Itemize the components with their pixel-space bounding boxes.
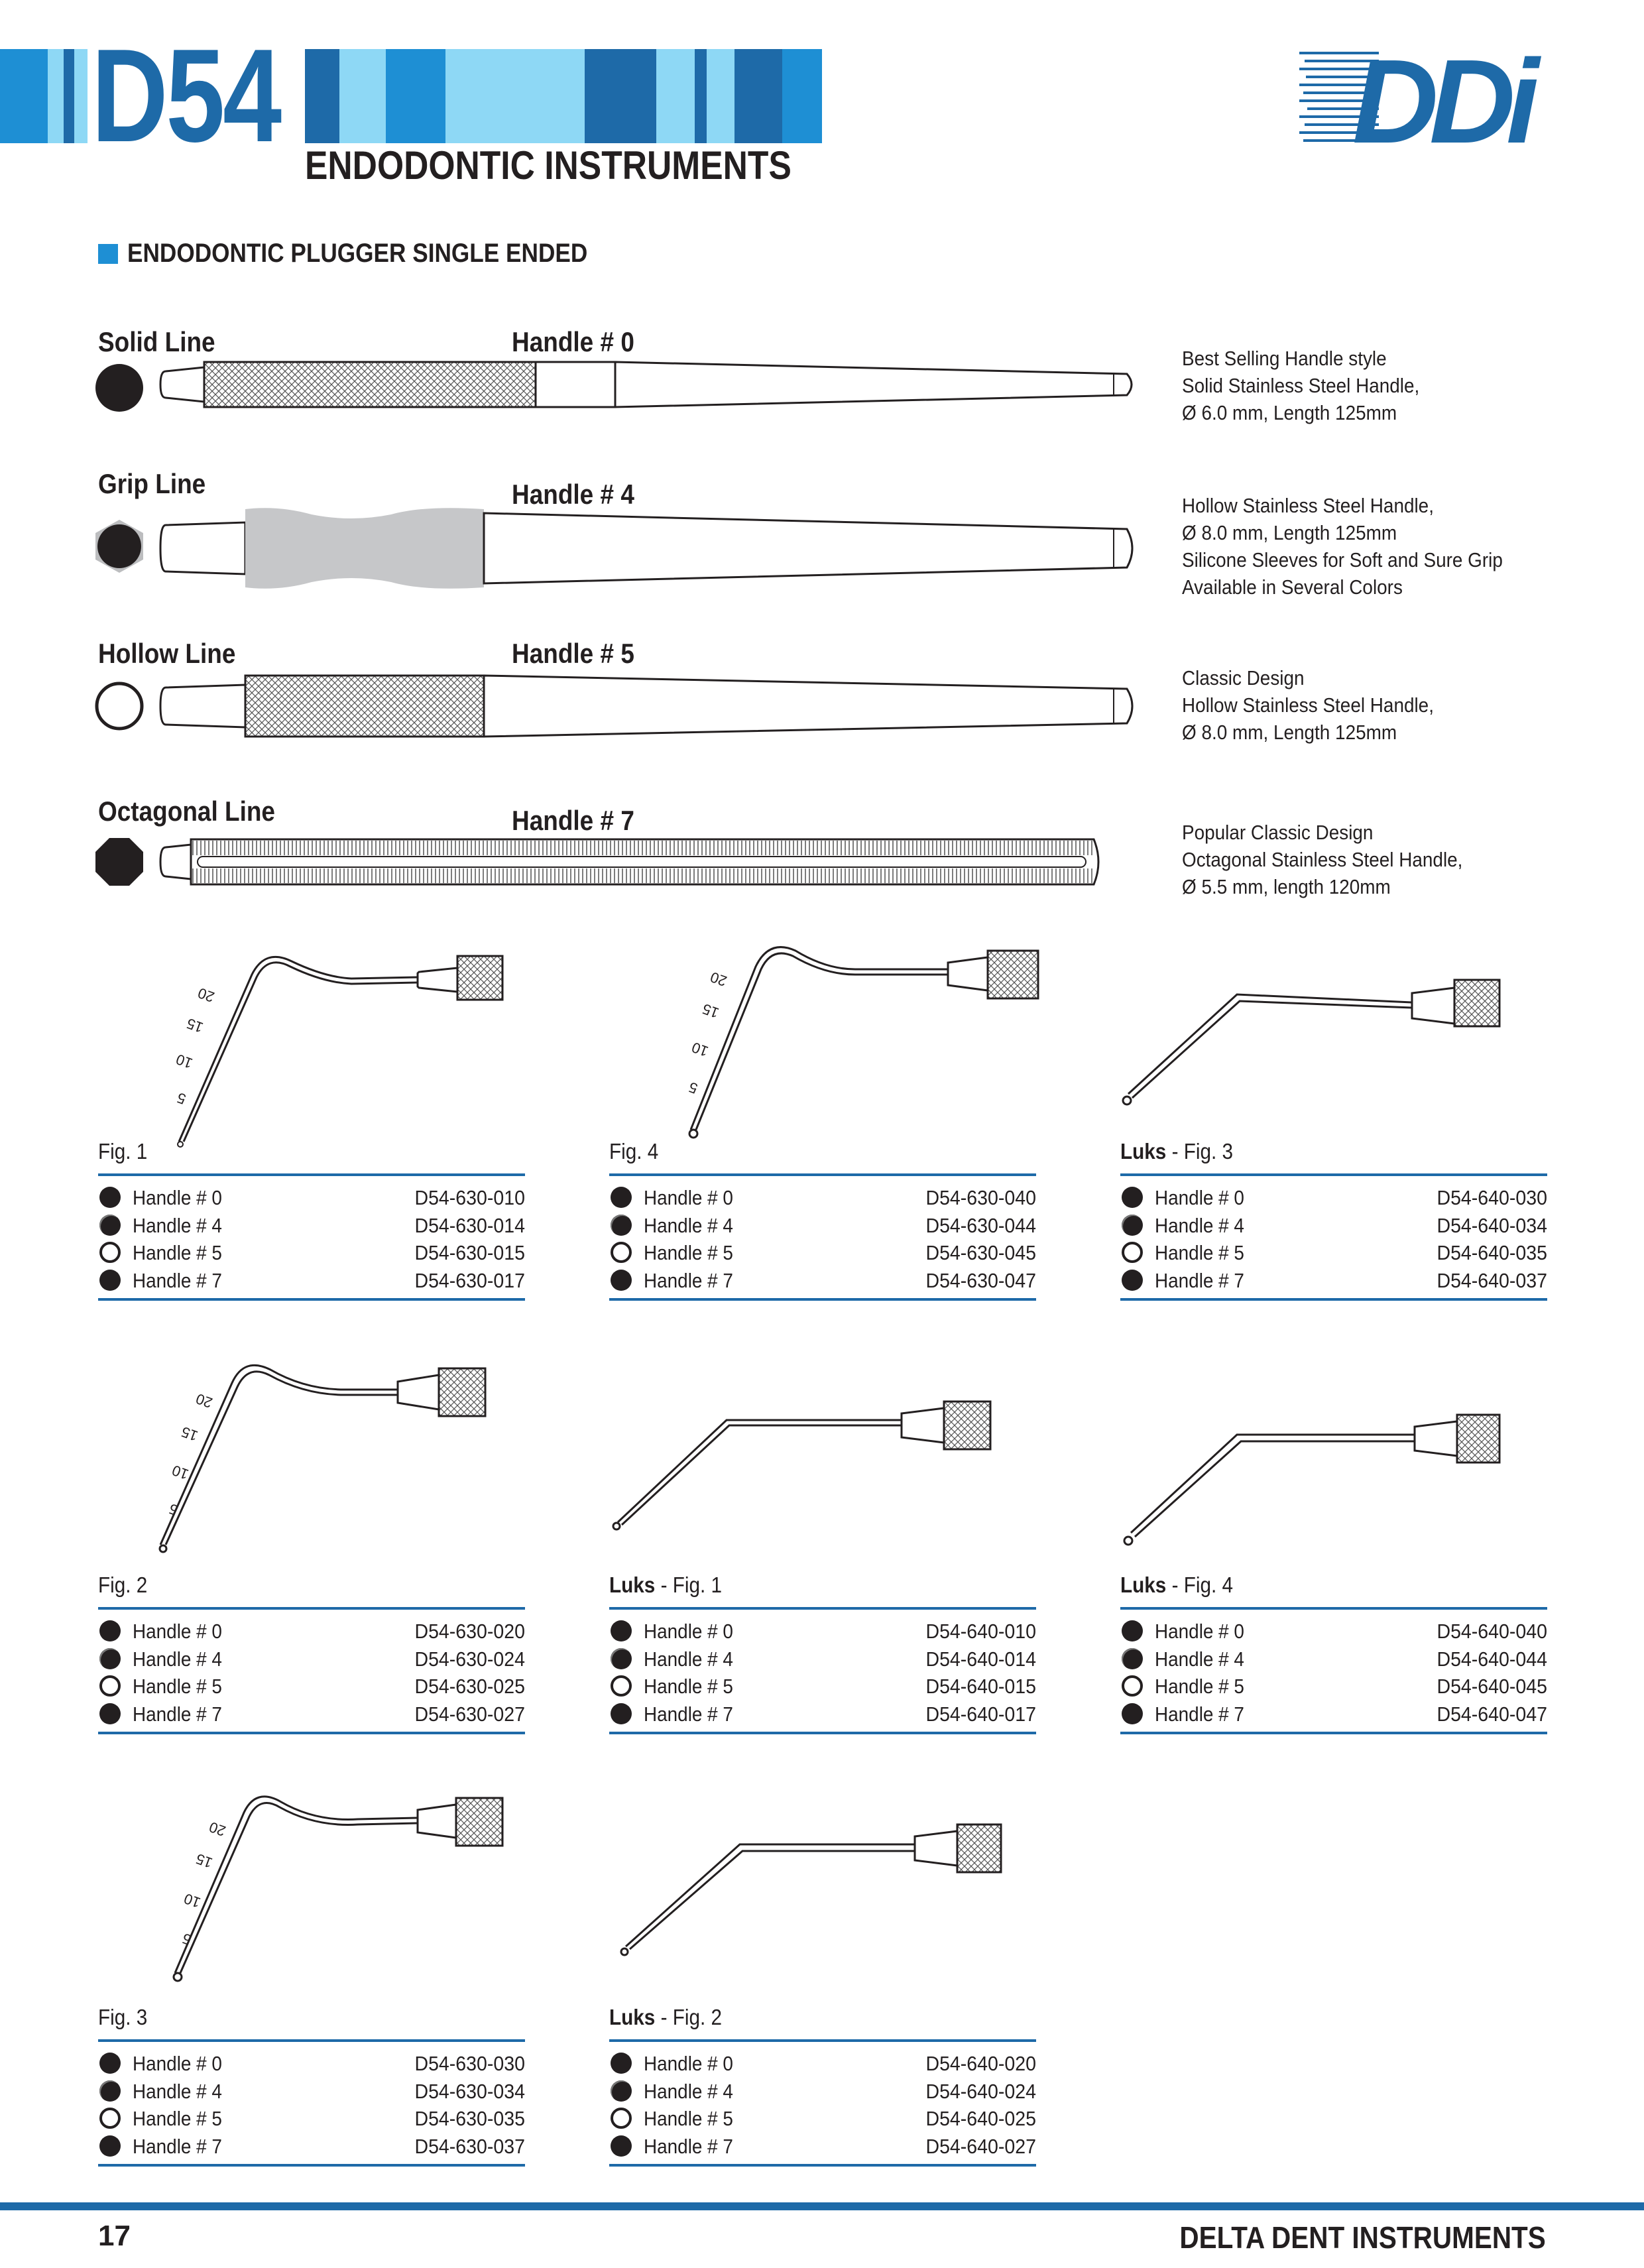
luks-fig-4-instrument-drawing <box>1120 1412 1505 1545</box>
product-code: D54-630-025 <box>414 1675 525 1698</box>
table-row <box>98 2133 525 2160</box>
handle-label: Handle # 7 <box>644 1702 733 1726</box>
table-row <box>98 2050 525 2077</box>
product-code: D54-630-015 <box>414 1241 525 1264</box>
open-circle-icon <box>611 1242 632 1263</box>
fig-3-instrument-drawing <box>166 1790 517 1982</box>
product-code: D54-640-030 <box>1437 1186 1547 1209</box>
product-code: D54-640-037 <box>1437 1268 1547 1292</box>
company-name: DELTA DENT INSTRUMENTS <box>1179 2220 1546 2255</box>
handle-label: Handle # 5 <box>133 2107 222 2130</box>
svg-text:20: 20 <box>194 1390 215 1411</box>
table-row <box>609 2133 1036 2160</box>
product-code: D54-640-017 <box>925 1702 1036 1726</box>
filled-octagon-icon <box>93 835 146 888</box>
table-row <box>609 1184 1036 1211</box>
luks-fig-2-instrument-drawing <box>616 1817 1001 1956</box>
table-row <box>1120 1184 1547 1211</box>
product-code: D54-640-040 <box>1437 1620 1547 1643</box>
table-row <box>1120 1267 1547 1294</box>
product-code: D54-640-034 <box>1437 1213 1547 1237</box>
product-code: D54-630-034 <box>414 2079 525 2103</box>
handle-4-illustration <box>159 505 1140 591</box>
figure-rule-bottom <box>1120 1732 1547 1734</box>
handle-name-5: Handle # 5 <box>512 638 634 669</box>
figure-rule-bottom <box>98 1298 525 1301</box>
product-code: D54-640-025 <box>925 2107 1036 2130</box>
grip-circle-icon <box>611 1215 632 1236</box>
filled-circle-icon <box>99 2135 121 2157</box>
handle-label: Handle # 5 <box>133 1241 222 1264</box>
open-circle-icon <box>1122 1242 1143 1263</box>
table-row <box>98 1618 525 1645</box>
table-row <box>609 1212 1036 1239</box>
handle-label: Handle # 4 <box>133 2079 222 2103</box>
svg-text:15: 15 <box>700 1000 721 1022</box>
figure-label: Luks - Fig. 3 <box>1120 1139 1234 1164</box>
grip-circle-icon <box>611 2080 632 2102</box>
table-row <box>609 2078 1036 2105</box>
handle-label: Handle # 4 <box>1155 1213 1244 1237</box>
figure-rule-top <box>98 1607 525 1610</box>
open-circle-icon <box>1122 1675 1143 1697</box>
handle-label: Handle # 4 <box>644 1647 733 1671</box>
table-row <box>98 1212 525 1239</box>
open-circle-icon <box>99 2108 121 2129</box>
figure-rule-bottom <box>1120 1298 1547 1301</box>
handle-label: Handle # 0 <box>133 1186 222 1209</box>
handle-label: Handle # 4 <box>644 1213 733 1237</box>
svg-text:5: 5 <box>180 1930 194 1948</box>
handle-label: Handle # 0 <box>133 2052 222 2075</box>
table-row <box>1120 1673 1547 1700</box>
grip-circle-icon <box>99 1648 121 1669</box>
grip-circle-icon <box>1122 1215 1143 1236</box>
grip-circle-icon <box>99 2080 121 2102</box>
table-row <box>98 1701 525 1728</box>
figure-rule-top <box>609 2039 1036 2042</box>
filled-circle-icon <box>99 1620 121 1641</box>
svg-text:5: 5 <box>686 1079 700 1097</box>
handle-label: Handle # 5 <box>644 2107 733 2130</box>
filled-circle-icon <box>1122 1187 1143 1208</box>
svg-text:20: 20 <box>708 968 729 990</box>
product-code: D54-630-020 <box>414 1620 525 1643</box>
handle-label: Handle # 5 <box>1155 1241 1244 1264</box>
line-name-grip: Grip Line <box>98 468 206 499</box>
handle-label: Handle # 5 <box>644 1675 733 1698</box>
product-code: D54-640-045 <box>1437 1675 1547 1698</box>
filled-circle-icon <box>611 1703 632 1724</box>
svg-text:15: 15 <box>184 1014 206 1036</box>
product-code: D54-640-044 <box>1437 1647 1547 1671</box>
hexagon-circle-icon <box>91 518 147 574</box>
figure-label: Fig. 3 <box>98 2005 148 2029</box>
figure-rule-bottom <box>609 1732 1036 1734</box>
figure-label: Fig. 4 <box>609 1139 659 1164</box>
filled-circle-icon <box>99 2053 121 2074</box>
fig-2-instrument-drawing <box>152 1359 504 1558</box>
table-row <box>98 2078 525 2105</box>
product-code: D54 <box>91 22 280 170</box>
filled-circle-icon <box>1122 1703 1143 1724</box>
product-code: D54-630-035 <box>414 2107 525 2130</box>
product-code: D54-640-024 <box>925 2079 1036 2103</box>
filled-circle-icon <box>611 1270 632 1291</box>
logo-text: DDi <box>1352 35 1530 168</box>
handle-7-description: Popular Classic Design Octagonal Stainless Steel Handle, Ø 5.5 mm, length 120mm <box>1182 821 1463 898</box>
handle-label: Handle # 0 <box>1155 1186 1244 1209</box>
section-marker-icon <box>98 244 118 264</box>
handle-name-7: Handle # 7 <box>512 805 634 836</box>
handle-label: Handle # 7 <box>1155 1268 1244 1292</box>
table-row <box>609 1645 1036 1673</box>
table-row <box>609 2105 1036 2132</box>
handle-label: Handle # 7 <box>644 2134 733 2158</box>
figure-label: Luks - Fig. 4 <box>1120 1573 1234 1597</box>
handle-label: Handle # 5 <box>1155 1675 1244 1698</box>
handle-0-description: Best Selling Handle style Solid Stainless Steel Handle, Ø 6.0 mm, Length 125mm <box>1182 347 1420 424</box>
product-code: D54-630-045 <box>925 1241 1036 1264</box>
luks-fig-1-instrument-drawing <box>610 1399 994 1531</box>
open-circle-icon <box>99 1675 121 1697</box>
product-code: D54-630-027 <box>414 1702 525 1726</box>
handle-label: Handle # 4 <box>644 2079 733 2103</box>
page-number: 17 <box>98 2220 131 2252</box>
fig-4-instrument-drawing <box>683 943 1054 1142</box>
line-name-solid: Solid Line <box>98 326 215 357</box>
handle-label: Handle # 7 <box>133 1268 222 1292</box>
figure-label: Fig. 1 <box>98 1139 148 1164</box>
filled-circle-icon <box>611 1620 632 1641</box>
handle-label: Handle # 7 <box>133 2134 222 2158</box>
filled-circle-icon <box>611 2135 632 2157</box>
section-title: ENDODONTIC PLUGGER SINGLE ENDED <box>127 239 588 268</box>
handle-label: Handle # 4 <box>133 1647 222 1671</box>
table-row <box>609 1267 1036 1294</box>
table-row <box>98 1239 525 1266</box>
handle-5-illustration <box>159 673 1140 739</box>
grip-circle-icon <box>1122 1648 1143 1669</box>
product-code: D54-640-020 <box>925 2052 1036 2075</box>
svg-text:15: 15 <box>194 1850 215 1872</box>
table-row <box>609 2050 1036 2077</box>
grip-circle-icon <box>99 1215 121 1236</box>
product-code: D54-630-014 <box>414 1213 525 1237</box>
product-code: D54-640-010 <box>925 1620 1036 1643</box>
svg-text:20: 20 <box>207 1818 228 1840</box>
footer-bar <box>0 2202 1644 2210</box>
figure-rule-top <box>98 2039 525 2042</box>
product-code: D54-640-014 <box>925 1647 1036 1671</box>
figure-rule-bottom <box>609 2164 1036 2167</box>
figure-label: Fig. 2 <box>98 1573 148 1597</box>
table-row <box>1120 1645 1547 1673</box>
figure-rule-top <box>609 1173 1036 1176</box>
handle-label: Handle # 5 <box>644 1241 733 1264</box>
svg-text:15: 15 <box>179 1423 200 1445</box>
line-name-hollow: Hollow Line <box>98 638 236 669</box>
handle-4-description: Hollow Stainless Steel Handle, Ø 8.0 mm, Length 125mm Silicone Sleeves for Soft and Sure Grip Available in Several Colors <box>1182 494 1503 599</box>
figure-rule-top <box>1120 1173 1547 1176</box>
product-code: D54-630-047 <box>925 1268 1036 1292</box>
filled-circle-icon <box>93 361 146 414</box>
filled-circle-icon <box>611 1187 632 1208</box>
table-row <box>98 2105 525 2132</box>
product-code: D54-640-035 <box>1437 1241 1547 1264</box>
product-code: D54-630-037 <box>414 2134 525 2158</box>
svg-text:10: 10 <box>174 1050 195 1072</box>
figure-rule-top <box>98 1173 525 1176</box>
product-code: D54-630-040 <box>925 1186 1036 1209</box>
open-circle-icon <box>611 1675 632 1697</box>
handle-label: Handle # 0 <box>644 1186 733 1209</box>
handle-label: Handle # 7 <box>1155 1702 1244 1726</box>
table-row <box>98 1184 525 1211</box>
product-code: D54-640-015 <box>925 1675 1036 1698</box>
figure-label: Luks - Fig. 2 <box>609 2005 723 2029</box>
handle-name-4: Handle # 4 <box>512 479 634 510</box>
handle-name-0: Handle # 0 <box>512 326 634 357</box>
product-code: D54-640-027 <box>925 2134 1036 2158</box>
open-circle-icon <box>93 680 146 733</box>
product-code: D54-640-047 <box>1437 1702 1547 1726</box>
filled-circle-icon <box>99 1703 121 1724</box>
section-heading <box>98 239 650 269</box>
product-code: D54-630-030 <box>414 2052 525 2075</box>
figure-rule-bottom <box>98 1732 525 1734</box>
filled-circle-icon <box>99 1187 121 1208</box>
handle-label: Handle # 0 <box>133 1620 222 1643</box>
product-code: D54-630-010 <box>414 1186 525 1209</box>
grip-circle-icon <box>611 1648 632 1669</box>
luks-fig-3-instrument-drawing <box>1120 975 1505 1107</box>
svg-text:10: 10 <box>689 1038 711 1060</box>
svg-text:5: 5 <box>174 1089 188 1108</box>
handle-label: Handle # 5 <box>133 1675 222 1698</box>
handle-label: Handle # 0 <box>644 1620 733 1643</box>
handle-7-illustration <box>159 837 1114 887</box>
handle-label: Handle # 4 <box>1155 1647 1244 1671</box>
product-code: D54-630-044 <box>925 1213 1036 1237</box>
table-row <box>609 1239 1036 1266</box>
brand-logo <box>1299 35 1551 168</box>
table-row <box>98 1673 525 1700</box>
filled-circle-icon <box>99 1270 121 1291</box>
handle-label: Handle # 4 <box>133 1213 222 1237</box>
figure-rule-bottom <box>98 2164 525 2167</box>
handle-label: Handle # 7 <box>644 1268 733 1292</box>
table-row <box>609 1618 1036 1645</box>
filled-circle-icon <box>611 2053 632 2074</box>
svg-text:10: 10 <box>170 1461 191 1483</box>
open-circle-icon <box>99 1242 121 1263</box>
handle-label: Handle # 0 <box>1155 1620 1244 1643</box>
svg-text:20: 20 <box>196 984 217 1006</box>
table-row <box>1120 1701 1547 1728</box>
svg-text:5: 5 <box>166 1500 180 1519</box>
line-name-octagonal: Octagonal Line <box>98 796 275 827</box>
handle-0-illustration <box>159 358 1140 411</box>
page-title: ENDODONTIC INSTRUMENTS <box>305 143 792 188</box>
table-row <box>98 1267 525 1294</box>
handle-label: Handle # 0 <box>644 2052 733 2075</box>
figure-rule-top <box>1120 1607 1547 1610</box>
filled-circle-icon <box>1122 1270 1143 1291</box>
filled-circle-icon <box>1122 1620 1143 1641</box>
fig-1-instrument-drawing <box>152 948 524 1147</box>
table-row <box>98 1645 525 1673</box>
table-row <box>1120 1239 1547 1266</box>
table-row <box>1120 1618 1547 1645</box>
table-row <box>609 1673 1036 1700</box>
figure-rule-bottom <box>609 1298 1036 1301</box>
table-row <box>609 1701 1036 1728</box>
svg-text:10: 10 <box>182 1889 203 1911</box>
table-row <box>1120 1212 1547 1239</box>
figure-label: Luks - Fig. 1 <box>609 1573 723 1597</box>
handle-label: Handle # 7 <box>133 1702 222 1726</box>
product-code: D54-630-017 <box>414 1268 525 1292</box>
figure-rule-top <box>609 1607 1036 1610</box>
open-circle-icon <box>611 2108 632 2129</box>
handle-5-description: Classic Design Hollow Stainless Steel Handle, Ø 8.0 mm, Length 125mm <box>1182 666 1434 744</box>
product-code: D54-630-024 <box>414 1647 525 1671</box>
